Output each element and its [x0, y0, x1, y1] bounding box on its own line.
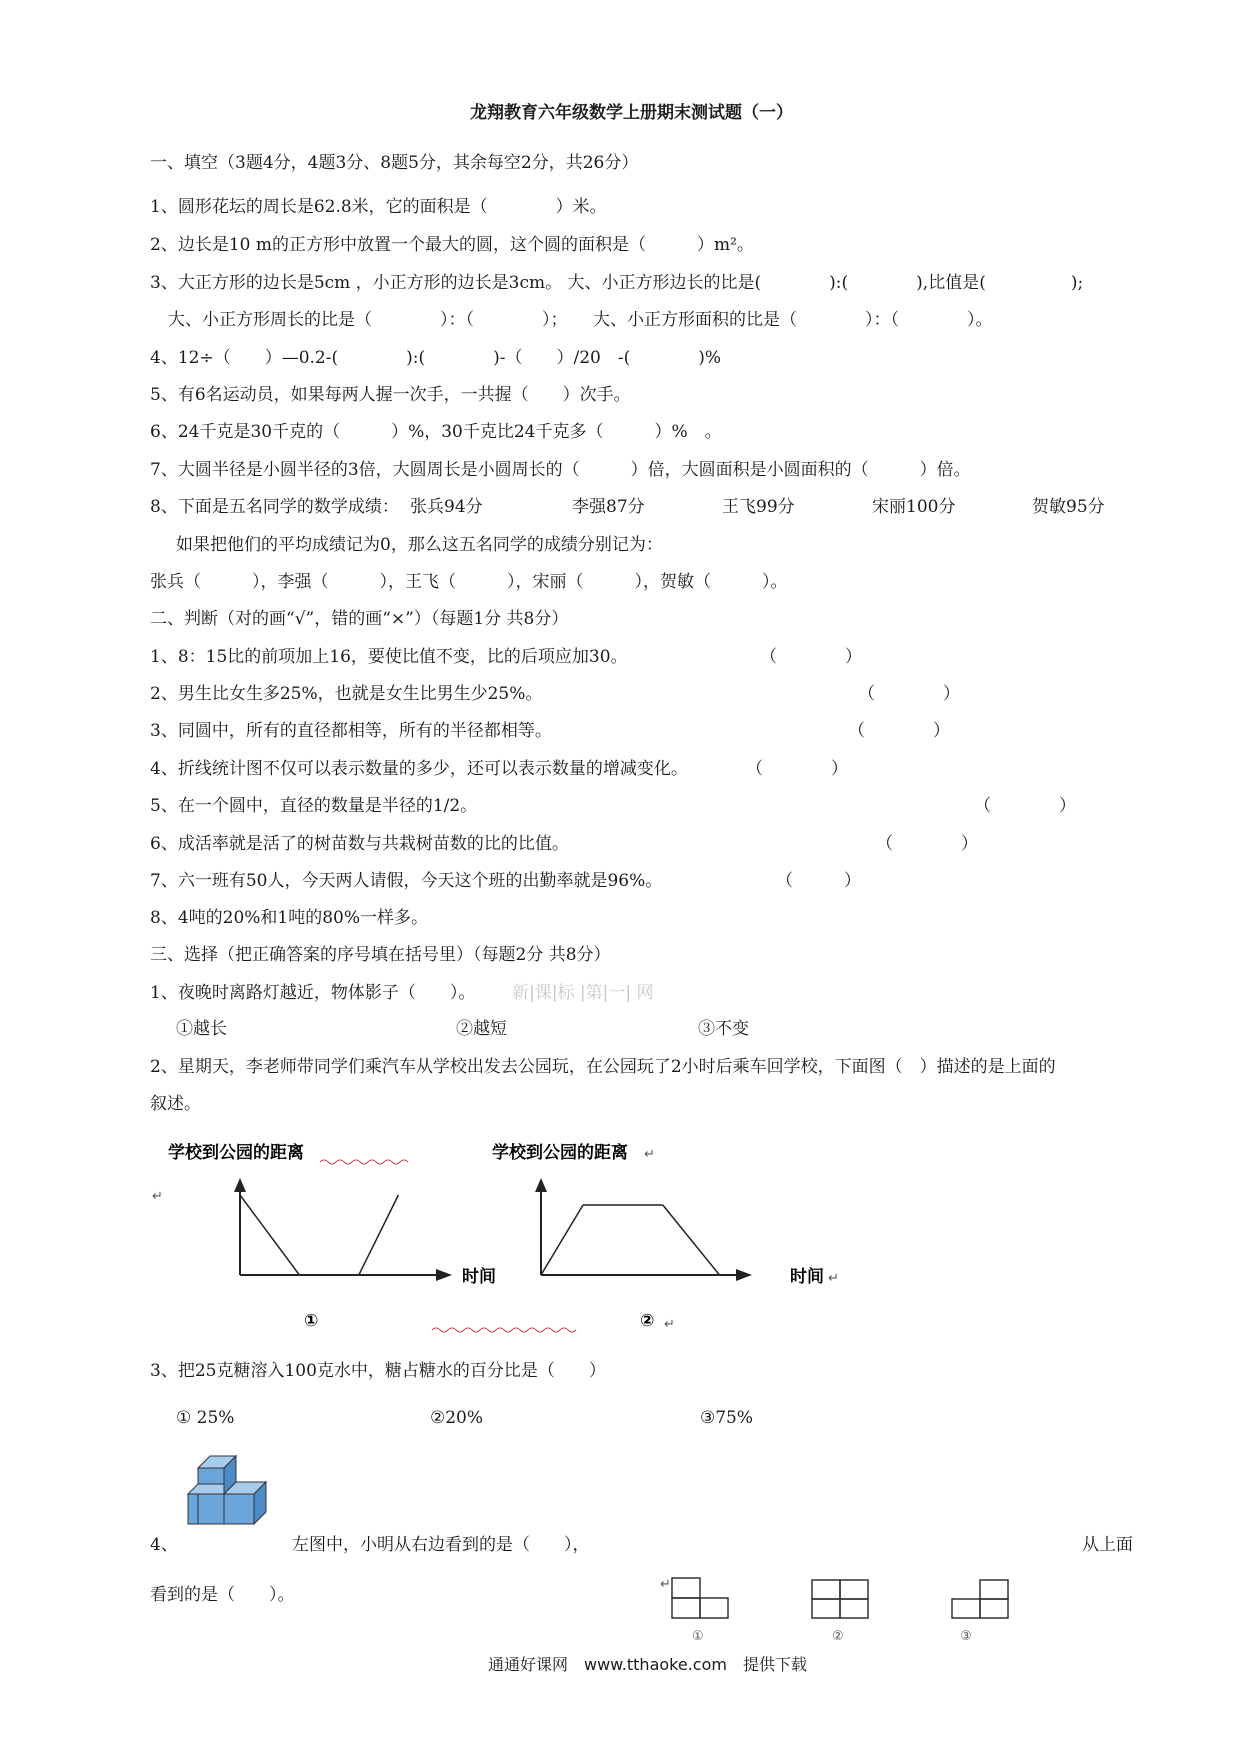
y-axis-arrow-icon: [535, 1178, 547, 1192]
question-1-4: 4、12÷（ ）—0.2-( ):( )-（ ）/20 -( )%: [150, 348, 721, 368]
judge-item-1: 1、8：15比的前项加上16，要使比值不变，比的后项应加30。: [150, 647, 628, 667]
score-item: 宋丽100分: [872, 497, 956, 517]
choice-question-4a: 左图中，小明从右边看到的是（ ），: [292, 1535, 590, 1555]
score-item: 王飞99分: [722, 497, 795, 517]
return-mark-icon: ↵: [828, 1271, 839, 1286]
view-option-label: ①: [692, 1629, 704, 1644]
series-segment: [240, 1195, 299, 1275]
view-option-2: [812, 1580, 868, 1618]
chart-right-series: [541, 1205, 720, 1275]
judge-item-3: 3、同圆中，所有的直径都相等，所有的半径都相等。: [150, 721, 552, 741]
view-option-1: [672, 1578, 728, 1618]
chart-left-label: ①: [304, 1311, 319, 1331]
chart-left-title: 学校到公园的距离: [168, 1143, 304, 1163]
choice-option: ③75%: [700, 1408, 754, 1428]
footer-text: 通通好课网 www.tthaoke.com 提供下载: [488, 1655, 807, 1674]
return-mark-icon: ↵: [644, 1147, 655, 1162]
choice-question-4a-right: 从上面: [1082, 1535, 1133, 1555]
chart-right-label: ②: [640, 1311, 655, 1331]
spellcheck-underline: [320, 1160, 408, 1164]
score-item: 李强87分: [572, 497, 645, 517]
judge-paren-6: （ ）: [876, 834, 978, 854]
series-segment: [359, 1195, 399, 1275]
section2-heading: 二、判断（对的画“√”，错的画“×”）（每题1分 共8分）: [150, 609, 569, 629]
x-axis-arrow-icon: [736, 1269, 752, 1281]
x-axis-arrow-icon: [436, 1269, 452, 1281]
judge-paren-3: （ ）: [848, 721, 950, 741]
question-1-8b: 如果把他们的平均成绩记为0，那么这五名同学的成绩分别记为：: [176, 535, 663, 555]
judge-paren-5: （ ）: [974, 796, 1076, 816]
return-mark-icon: ↵: [152, 1189, 163, 1204]
section3-heading: 三、选择（把正确答案的序号填在括号里）（每题2分 共8分）: [150, 945, 611, 965]
question-1-2: 2、边长是10 m的正方形中放置一个最大的圆，这个圆的面积是（ ）m²。: [150, 235, 754, 255]
y-axis-arrow-icon: [234, 1178, 246, 1192]
view-option-3: [952, 1580, 1008, 1618]
judge-item-7: 7、六一班有50人，今天两人请假，今天这个班的出勤率就是96%。: [150, 871, 663, 891]
choice-option: ① 25%: [176, 1408, 235, 1428]
question-1-5: 5、有6名运动员，如果每两人握一次手，一共握（ ）次手。: [150, 385, 631, 405]
x-axis-label: 时间: [790, 1267, 824, 1287]
judge-item-6: 6、成活率就是活了的树苗数与共栽树苗数的比的比值。: [150, 834, 569, 854]
section1-heading: 一、填空（3题4分，4题3分、8题5分，其余每空2分，共26分）: [150, 153, 639, 173]
judge-paren-2: （ ）: [858, 684, 960, 704]
choice-question-2a: 2、星期天，李老师带同学们乘汽车从学校出发去公园玩，在公园玩了2小时后乘车回学校，下面图（ ）描述的是上面的: [150, 1057, 1056, 1077]
view-option-label: ②: [832, 1629, 844, 1644]
choice-question-1: 1、夜晚时离路灯越近，物体影子（ ）。: [150, 983, 476, 1003]
x-axis-label: 时间: [462, 1267, 496, 1287]
question-1-6: 6、24千克是30千克的（ ）%，30千克比24千克多（ ）% 。: [150, 422, 722, 442]
score-item: 贺敏95分: [1032, 497, 1105, 517]
chart-right-title: 学校到公园的距离: [492, 1143, 628, 1163]
question-1-8c: 张兵（ ），李强（ ），王飞（ ），宋丽（ ），贺敏（ ）。: [150, 572, 788, 592]
question-1-3b: 大、小正方形周长的比是（ ）：（ ）； 大、小正方形面积的比是（ ）：（ ）。: [168, 310, 993, 330]
return-mark-icon: ↵: [660, 1577, 671, 1592]
question-1-8-intro: 8、下面是五名同学的数学成绩：: [150, 497, 399, 517]
choice-option: ①越长: [176, 1019, 227, 1039]
question-1-7: 7、大圆半径是小圆半径的3倍，大圆周长是小圆周长的（ ）倍，大圆面积是小圆面积的（ ）倍。: [150, 460, 971, 480]
score-item: 张兵94分: [410, 497, 483, 517]
page-title: 龙翔教育六年级数学上册期末测试题（一）: [470, 103, 793, 123]
judge-item-5: 5、在一个圆中，直径的数量是半径的1/2。: [150, 796, 478, 816]
judge-paren-7: （ ）: [776, 871, 861, 891]
judge-item-8: 8、4吨的20%和1吨的80%一样多。: [150, 908, 429, 928]
view-option-label: ③: [960, 1629, 972, 1644]
choice-question-4-num: 4、: [150, 1535, 178, 1555]
spellcheck-underline: [432, 1328, 576, 1332]
choice-option: ③不变: [698, 1019, 749, 1039]
return-mark-icon: ↵: [664, 1317, 675, 1332]
question-1-1: 1、圆形花坛的周长是62.8米，它的面积是（ ）米。: [150, 197, 607, 217]
series-segment: [541, 1205, 583, 1275]
choice-question-2b: 叙述。: [150, 1094, 201, 1114]
question-1-3a: 3、大正方形的边长是5cm ，小正方形的边长是3cm。 大、小正方形边长的比是( ):( ),比值是( );: [150, 273, 1084, 293]
judge-paren-1: （ ）: [760, 647, 862, 667]
judge-item-4: 4、折线统计图不仅可以表示数量的多少，还可以表示数量的增减变化。: [150, 759, 688, 779]
choice-question-3: 3、把25克糖溶入100克水中，糖占糖水的百分比是（ ）: [150, 1361, 606, 1381]
choice-option: ②越短: [456, 1019, 507, 1039]
series-segment: [663, 1205, 720, 1275]
judge-item-2: 2、男生比女生多25%，也就是女生比男生少25%。: [150, 684, 543, 704]
watermark-text: 新|课|标 |第|一| 网: [512, 983, 654, 1003]
cube-stack-figure: [188, 1456, 266, 1524]
choice-question-4b: 看到的是（ ）。: [150, 1585, 295, 1605]
choice-option: ②20%: [430, 1408, 484, 1428]
judge-paren-4: （ ）: [746, 759, 848, 779]
chart-left-series: [240, 1195, 398, 1275]
